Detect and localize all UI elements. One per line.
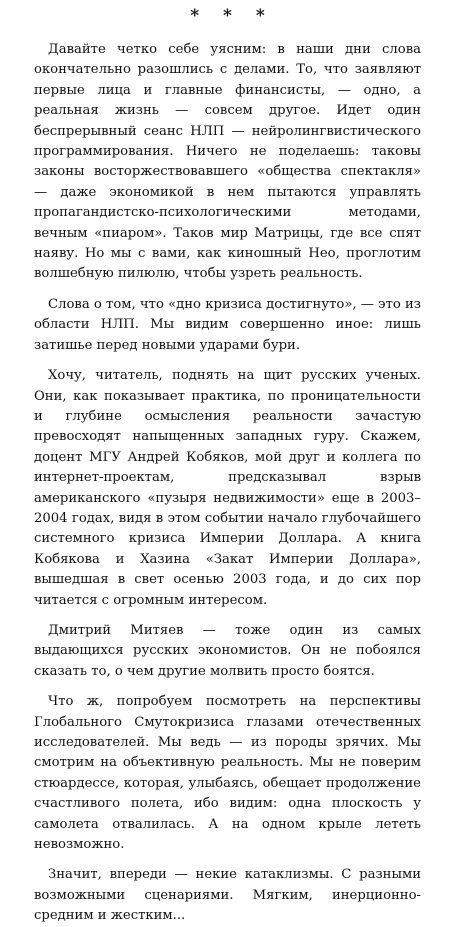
paragraph: Дмитрий Митяев — тоже один из самых выдающихся русских экономистов. Он не побоялся сказать то, о чем другие молвить просто боятся.	[34, 622, 421, 679]
paragraph: Хочу, читатель, поднять на щит русских ученых. Они, как показывает практика, по проницательности и глубине осмысления реальности зачастую превосходят напыщенных западных гуру. Скажем, доцент МГУ Андрей Кобяков, мой друг и коллега по интернет-проектам, предсказывал взрыв американского «пузыря недвижимости» еще в 2003–2004 годах, видя в этом событии начало глубочайшего системного кризиса Империи Доллара. А книга Кобякова и Хазина «Закат Империи Доллара», вышедшая в свет осенью 2003 года, и до сих пор читается с огромным интересом.	[34, 368, 421, 608]
section-separator: * * *	[190, 6, 274, 26]
paragraph: Значит, впереди — некие катаклизмы. С разными возможными сценариями. Мягким, инерционно-средним и жестким...	[34, 867, 421, 924]
paragraph: Слова о том, что «дно кризиса достигнуто», — это из области НЛП. Мы видим совершенно иное: лишь затишье перед новыми ударами бури.	[34, 296, 421, 353]
paragraph: Что ж, попробуем посмотреть на перспективы Глобального Смутокризиса глазами отечественных исследователей. Мы ведь — из породы зрячих. Мы смотрим на объективную реальность. Мы не поверим стюардессе, которая, улыбаясь, обещает продолжение счастливого полета, ибо видим: одна плоскость у самолета отвалилась. А на одном крыле лететь невозможно.	[34, 694, 421, 853]
paragraph: Давайте четко себе уясним: в наши дни слова окончательно разошлись с делами. То, что заявляют первые лица и главные финансисты, — одно, а реальная жизнь — совсем другое. Идет один беспрерывный сеанс НЛП — нейролингвистического программирования. Ничего не поделаешь: таковы законы восторжествовавшего «общества спектакля» — даже экономикой в нем пытаются управлять пропагандистско-психологическими методами, вечным «пиаром». Таков мир Матрицы, где все спят наяву. Но мы с вами, как киношный Нео, проглотим волшебную пилюлю, чтобы узреть реальность.	[34, 42, 421, 282]
